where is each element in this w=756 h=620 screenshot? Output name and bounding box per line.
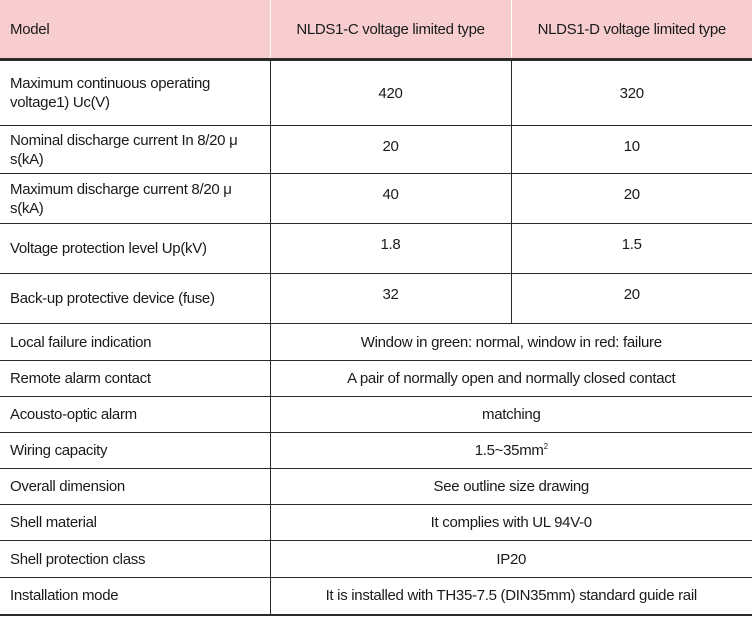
row-label: Voltage protection level Up(kV) bbox=[0, 224, 270, 274]
value-merged: Window in green: normal, window in red: failure bbox=[270, 324, 752, 361]
table-row bbox=[0, 433, 752, 469]
value-type-c: 420 bbox=[270, 60, 511, 126]
table-row bbox=[0, 324, 752, 361]
row-label: Local failure indication bbox=[0, 324, 270, 361]
header-model: Model bbox=[0, 0, 270, 60]
row-label bbox=[0, 60, 270, 126]
row-label: Remote alarm contact bbox=[0, 361, 270, 397]
table-row bbox=[0, 469, 752, 505]
value-merged: IP20 bbox=[270, 541, 752, 578]
row-label-line1: Maximum continuous operating bbox=[10, 75, 211, 92]
value-merged: It complies with UL 94V-0 bbox=[270, 505, 752, 541]
row-label: Nominal discharge current In 8/20 μ s(kA) bbox=[0, 126, 270, 174]
value-merged bbox=[270, 433, 752, 469]
table-row bbox=[0, 126, 752, 174]
table-row bbox=[0, 174, 752, 224]
row-label: Overall dimension bbox=[0, 469, 270, 505]
value-type-c: 32 bbox=[270, 274, 511, 324]
row-label: Maximum discharge current 8/20 μ s(kA) bbox=[0, 174, 270, 224]
table-row bbox=[0, 541, 752, 578]
value-merged: A pair of normally open and normally closed contact bbox=[270, 361, 752, 397]
row-label: Shell material bbox=[0, 505, 270, 541]
table-row bbox=[0, 224, 752, 274]
row-label: Back-up protective device (fuse) bbox=[0, 274, 270, 324]
value-type-c: 1.8 bbox=[270, 224, 511, 274]
row-label: Installation mode bbox=[0, 578, 270, 615]
table-row bbox=[0, 361, 752, 397]
table-row bbox=[0, 505, 752, 541]
table-row bbox=[0, 60, 752, 126]
row-label: Acousto-optic alarm bbox=[0, 397, 270, 433]
header-type-d: NLDS1-D voltage limited type bbox=[511, 0, 752, 60]
value-type-d: 20 bbox=[511, 174, 752, 224]
value-type-d: 1.5 bbox=[511, 224, 752, 274]
wiring-superscript: 2 bbox=[543, 442, 548, 451]
table-row bbox=[0, 578, 752, 615]
value-type-d: 320 bbox=[511, 60, 752, 126]
row-label: Wiring capacity bbox=[0, 433, 270, 469]
value-type-d: 20 bbox=[511, 274, 752, 324]
value-merged: It is installed with TH35-7.5 (DIN35mm) standard guide rail bbox=[270, 578, 752, 615]
header-type-c: NLDS1-C voltage limited type bbox=[270, 0, 511, 60]
row-label: Shell protection class bbox=[0, 541, 270, 578]
value-type-d: 10 bbox=[511, 126, 752, 174]
wiring-value: 1.5~35mm bbox=[474, 442, 544, 459]
value-merged: matching bbox=[270, 397, 752, 433]
value-merged: See outline size drawing bbox=[270, 469, 752, 505]
row-label-line2: voltage1) Uc(V) bbox=[10, 94, 110, 111]
value-type-c: 40 bbox=[270, 174, 511, 224]
value-type-c: 20 bbox=[270, 126, 511, 174]
table-row bbox=[0, 397, 752, 433]
table-row bbox=[0, 274, 752, 324]
table-header-row bbox=[0, 0, 752, 60]
